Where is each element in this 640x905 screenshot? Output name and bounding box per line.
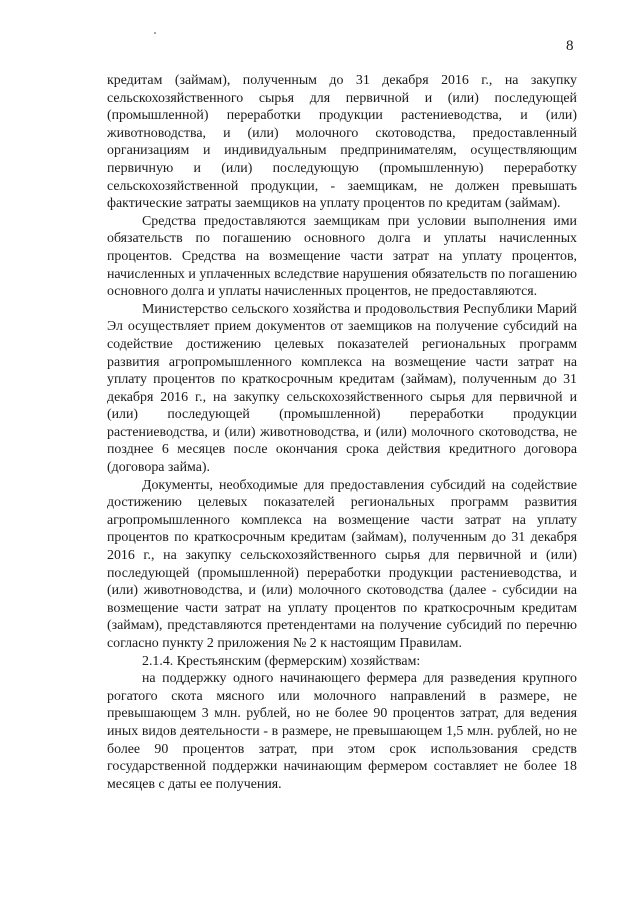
page-number: 8 (566, 38, 574, 54)
paragraph-ministry-acceptance: Министерство сельского хозяйства и продовольствия Республики Марий Эл осуществляет прием документов от заемщиков на получение субсидий на содействие достижению целевых показателей региональных программ развития агропромышленного комплекса на возмещение части затрат на уплату процентов по краткосрочным кредитам (займам), полученным до 31 декабря 2016 г., на закупку сельскохозяйственного сырья для первичной и (или) последующей (промышленной) переработки продукции растениеводства, и (или) животноводства, и (или) молочного скотоводства, не позднее 6 месяцев после окончания срока действия кредитного договора (договора займа). (107, 301, 577, 476)
paragraph-funds-conditions: Средства предоставляются заемщикам при условии выполнения ими обязательств по погашению основного долга и уплаты начисленных процентов. Средства на возмещение части затрат на уплату процентов, начисленных и уплаченных вследствие нарушения обязательств по погашению основного долга и уплаты начисленных процентов, не предоставляются. (107, 213, 577, 300)
paragraph-farmer-support: на поддержку одного начинающего фермера для разведения крупного рогатого скота мясного или молочного направлений в размере, не превышающем 3 млн. рублей, но не более 90 процентов затрат, для ведения иных видов деятельности - в размере, не превышающем 1,5 млн. рублей, но не более 90 процентов затрат, при этом срок использования средств государственной поддержки начинающим фермером составляет не более 18 месяцев с даты ее получения. (107, 671, 577, 792)
document-body (107, 72, 577, 793)
section-heading: 2.1.4. Крестьянским (фермерским) хозяйствам: (142, 653, 421, 669)
paragraph-required-documents: Документы, необходимые для предоставления субсидий на содействие достижению целевых показателей региональных программ развития агропромышленного комплекса на возмещение части затрат на уплату процентов по краткосрочным кредитам (займам), полученным до 31 декабря 2016 г., на закупку сельскохозяйственного сырья для первичной и (или) последующей (промышленной) переработки продукции растениеводства, и (или) животноводства, и (или) молочного скотоводства (далее - субсидии на возмещение части затрат на уплату процентов по краткосрочным кредитам (займам), представляются претендентами на получение субсидий по перечню согласно пункту 2 приложения № 2 к настоящим Правилам. (107, 477, 577, 651)
scan-speck (154, 32, 156, 34)
paragraph-continuation: кредитам (займам), полученным до 31 декабря 2016 г., на закупку сельскохозяйственного сырья для первичной и (или) последующей (промышленной) переработки продукции растениеводства, и (или) животноводства, и (или) молочного скотоводства, предоставленный организациям и индивидуальным предпринимателям, осуществляющим первичную и (или) последующую (промышленную) переработку сельскохозяйственной продукции, - заемщикам, не должен превышать фактические затраты заемщиков на уплату процентов по кредитам (займам). (107, 73, 577, 212)
